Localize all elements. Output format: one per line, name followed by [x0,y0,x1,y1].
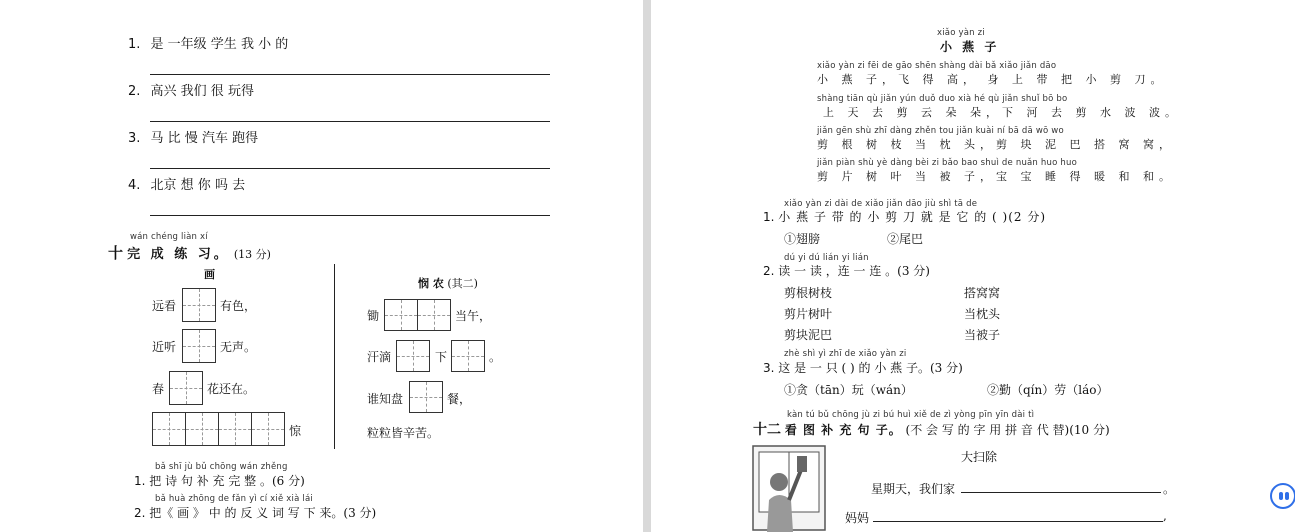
writing-grid[interactable] [451,340,485,372]
section-12-heading: 十二 看 图 补 充 句 子。 (不 会 写 的 字 用 拼 音 代 替)(10 分) [753,422,1110,438]
section-10-badge: 十 [108,244,124,262]
writing-grid[interactable] [185,412,219,446]
assistant-icon[interactable] [1270,483,1295,509]
poem-hua-line2-a: 近听 [152,340,177,354]
poem-hua-line1-a: 远看 [152,299,177,313]
match-right-1[interactable]: 搭窝窝 [964,286,1001,300]
poem-hua-line3-a: 春 [152,382,165,396]
q3-option-1[interactable]: ①贪（tān）玩（wán） [784,383,913,397]
q3-pinyin: zhè shì yì zhī de xiǎo yàn zi [784,349,907,359]
poem-line2: 上 天 去 剪 云 朵 朵，下 河 去 剪 水 波 波。 [823,106,1181,119]
poem-line1-pinyin: xiǎo yàn zi fēi de gāo shēn shàng dài bǎ xiǎo jiǎn dāo [817,61,1057,71]
poem-minnong-line2-b: 下 [435,350,448,364]
sentence-2: 妈妈 [845,511,870,525]
q2-pinyin: dú yi dú lián yi lián [784,253,869,263]
poem-minnong-line1-b: 当午， [455,309,492,323]
question-4: 4. 北京 想 你 吗 去 [128,178,246,193]
answer-line-4[interactable] [150,215,550,216]
poem-minnong-line2-a: 汗滴 [367,350,392,364]
poem-minnong-title: 悯 农 (其二) [418,277,478,290]
writing-grid[interactable] [409,381,443,413]
poem-minnong-line2-c: 。 [489,350,502,364]
poem-title: 小 燕 子 [940,40,1000,54]
answer-line-2[interactable] [150,121,550,122]
poem-hua-line2-b: 无声。 [220,340,257,354]
writing-grid[interactable] [182,329,216,363]
worksheet-page-left [0,0,643,532]
writing-grid[interactable] [218,412,252,446]
question-2: 2. 高兴 我们 很 玩得 [128,84,254,99]
writing-grid[interactable] [152,412,186,446]
answer-line-s2[interactable] [873,521,1163,522]
q2: 2. 读 一 读 ，连 一 连 。(3 分) [763,264,930,278]
section-12-pinyin: kàn tú bǔ chōng jù zi bú huì xiě de zì yòng pīn yīn dài tì [787,410,1035,420]
poem-line3: 剪 根 树 枝 当 枕 头，剪 块 泥 巴 搭 窝 窝， [817,138,1175,151]
cleaning-illustration-svg [749,444,829,532]
poem-minnong-line3-b: 餐， [447,392,472,406]
answer-line-s1[interactable] [961,492,1161,493]
subq-2: 2. 把《 画 》 中 的 反 义 词 写 下 来。(3 分) [134,506,377,520]
section-12-badge: 十二 [753,422,781,438]
q3-option-2[interactable]: ②勤（qín）劳（láo） [987,383,1109,397]
worksheet-page-right [651,0,1295,532]
answer-line-1[interactable] [150,74,550,75]
column-divider [334,264,335,449]
sentence-1-end: 。 [1163,482,1176,496]
writing-grid[interactable] [417,299,451,331]
picture-title: 大扫除 [961,450,998,464]
poem-hua-title: 画 [204,268,215,281]
poem-title-pinyin: xiǎo yàn zi [937,28,985,38]
cleaning-illustration [749,444,829,532]
section-10-pinyin: wán chéng liàn xí [130,232,208,242]
match-right-2[interactable]: 当枕头 [964,307,1001,321]
subq-1-pinyin: bǎ shī jù bǔ chōng wán zhěng [155,462,288,472]
writing-grid[interactable] [384,299,418,331]
poem-hua-line1-b: 有色， [220,299,257,313]
poem-hua-line4-b: 惊 [289,424,302,438]
question-1: 1. 是 一年级 学生 我 小 的 [128,37,289,52]
subq-2-pinyin: bǎ huà zhōng de fǎn yì cí xiě xià lái [155,494,313,504]
poem-minnong-line4: 粒粒皆辛苦。 [367,426,440,440]
sentence-2-end: , [1163,509,1167,523]
section-10-heading: 十 完 成 练 习。 (13 分) [108,244,271,262]
writing-grid[interactable] [182,288,216,322]
poem-line4-pinyin: jiǎn piàn shù yè dàng bèi zi bǎo bao shuì de nuǎn huo huo [817,158,1077,168]
poem-hua-line3-b: 花还在。 [207,382,256,396]
match-left-1[interactable]: 剪根树枝 [784,286,833,300]
poem-minnong-line1-a: 锄 [367,309,380,323]
match-left-3[interactable]: 剪块泥巴 [784,328,833,342]
poem-line2-pinyin: shàng tiān qù jiǎn yún duǒ duo xià hé qù jiǎn shuǐ bō bo [817,94,1068,104]
match-left-2[interactable]: 剪片树叶 [784,307,833,321]
q3: 3. 这 是 一 只 ( ) 的 小 燕 子。(3 分) [763,361,963,375]
poem-line1: 小 燕 子，飞 得 高， 身 上 带 把 小 剪 刀。 [817,73,1167,86]
answer-line-3[interactable] [150,168,550,169]
q1-pinyin: xiǎo yàn zi dài de xiǎo jiǎn dāo jiù shì tā de [784,199,978,209]
writing-grid[interactable] [251,412,285,446]
poem-minnong-line3-a: 谁知盘 [367,392,404,406]
poem-line3-pinyin: jiǎn gēn shù zhī dàng zhěn tou jiǎn kuài ní bā dā wō wo [817,126,1064,136]
writing-grid[interactable] [396,340,430,372]
q1-option-2[interactable]: ②尾巴 [887,232,924,246]
q1: 1. 小 燕 子 带 的 小 剪 刀 就 是 它 的 ( )(2 分) [763,210,1047,224]
question-3: 3. 马 比 慢 汽车 跑得 [128,131,259,146]
writing-grid[interactable] [169,371,203,405]
q1-option-1[interactable]: ①翅膀 [784,232,821,246]
match-right-3[interactable]: 当被子 [964,328,1001,342]
subq-1: 1. 把 诗 句 补 充 完 整 。(6 分) [134,474,305,488]
poem-line4: 剪 片 树 叶 当 被 子，宝 宝 睡 得 暖 和 和。 [817,170,1175,183]
sentence-1: 星期天，我们家 [871,482,956,496]
